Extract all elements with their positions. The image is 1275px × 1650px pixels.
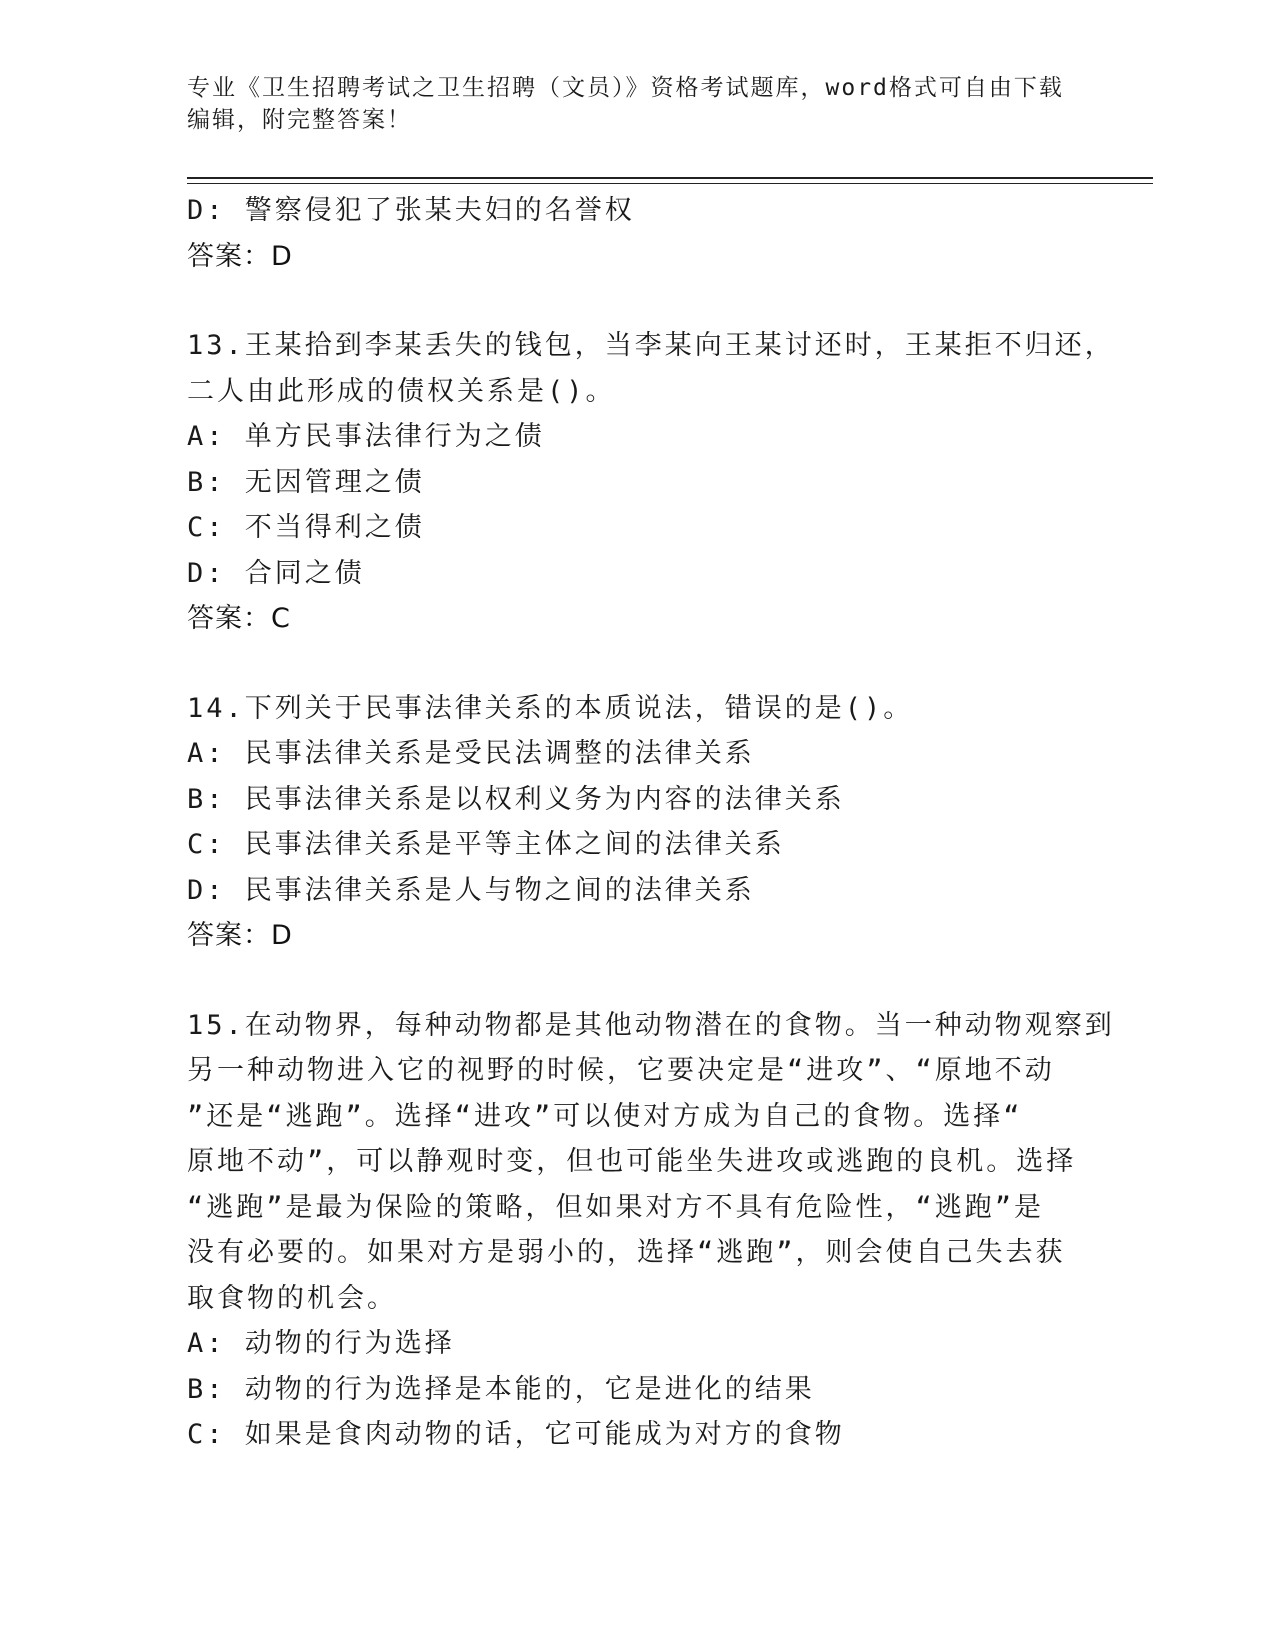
q15-stem-line-5: “逃跑”是最为保险的策略，但如果对方不具有危险性，“逃跑”是 <box>187 1191 1045 1223</box>
q15-stem-line-4: 原地不动”，可以静观时变，但也可能坐失进攻或逃跑的良机。选择 <box>187 1146 1077 1177</box>
q14-option-c: C: 民事法律关系是平等主体之间的法律关系 <box>187 829 785 860</box>
q14-option-a: A: 民事法律关系是受民法调整的法律关系 <box>187 738 755 769</box>
q15-stem-line-6: 没有必要的。如果对方是弱小的，选择“逃跑”，则会使自己失去获 <box>187 1237 1066 1268</box>
header-rule-thick <box>187 177 1153 179</box>
q13-answer: 答案：C <box>187 603 291 634</box>
q13-stem-line-1: 13.王某拾到李某丢失的钱包，当李某向王某讨还时，王某拒不归还， <box>187 330 1115 361</box>
q15-stem-line-1: 15.在动物界，每种动物都是其他动物潜在的食物。当一种动物观察到 <box>187 1009 1115 1041</box>
prev-option-d: D: 警察侵犯了张某夫妇的名誉权 <box>187 195 635 226</box>
q14-answer: 答案：D <box>187 920 293 951</box>
q15-option-c: C: 如果是食肉动物的话，它可能成为对方的食物 <box>187 1419 845 1450</box>
question-15 <box>187 1003 1115 1458</box>
question-content <box>187 188 1115 1458</box>
q13-stem-line-2: 二人由此形成的债权关系是()。 <box>187 375 616 407</box>
q14-option-d: D: 民事法律关系是人与物之间的法律关系 <box>187 874 755 906</box>
q15-stem-line-3: ”还是“逃跑”。选择“进攻”可以使对方成为自己的食物。选择“ <box>187 1100 1023 1132</box>
q15-stem-line-7: 取食物的机会。 <box>187 1282 397 1314</box>
q13-option-b: B: 无因管理之债 <box>187 466 425 498</box>
q15-option-a: A: 动物的行为选择 <box>187 1328 455 1359</box>
q14-stem-line-1: 14.下列关于民事法律关系的本质说法，错误的是()。 <box>187 692 914 724</box>
q13-option-c: C: 不当得利之债 <box>187 512 425 543</box>
q13-option-d: D: 合同之债 <box>187 557 365 589</box>
header-line-2: 编辑，附完整答案！ <box>187 107 412 133</box>
q14-option-b: B: 民事法律关系是以权利义务为内容的法律关系 <box>187 783 845 815</box>
document-header <box>187 72 1087 136</box>
q15-option-b: B: 动物的行为选择是本能的，它是进化的结果 <box>187 1373 815 1405</box>
header-rule-thin <box>187 183 1153 184</box>
question-14 <box>187 686 1087 959</box>
q15-stem-line-2: 另一种动物进入它的视野的时候，它要决定是“进攻”、“原地不动 <box>187 1055 1055 1086</box>
prev-answer: 答案：D <box>187 240 293 272</box>
q13-option-a: A: 单方民事法律行为之债 <box>187 421 545 452</box>
question-13 <box>187 323 1115 642</box>
header-line-1: 专业《卫生招聘考试之卫生招聘（文员）》资格考试题库，word格式可自由下载 <box>187 75 1064 101</box>
